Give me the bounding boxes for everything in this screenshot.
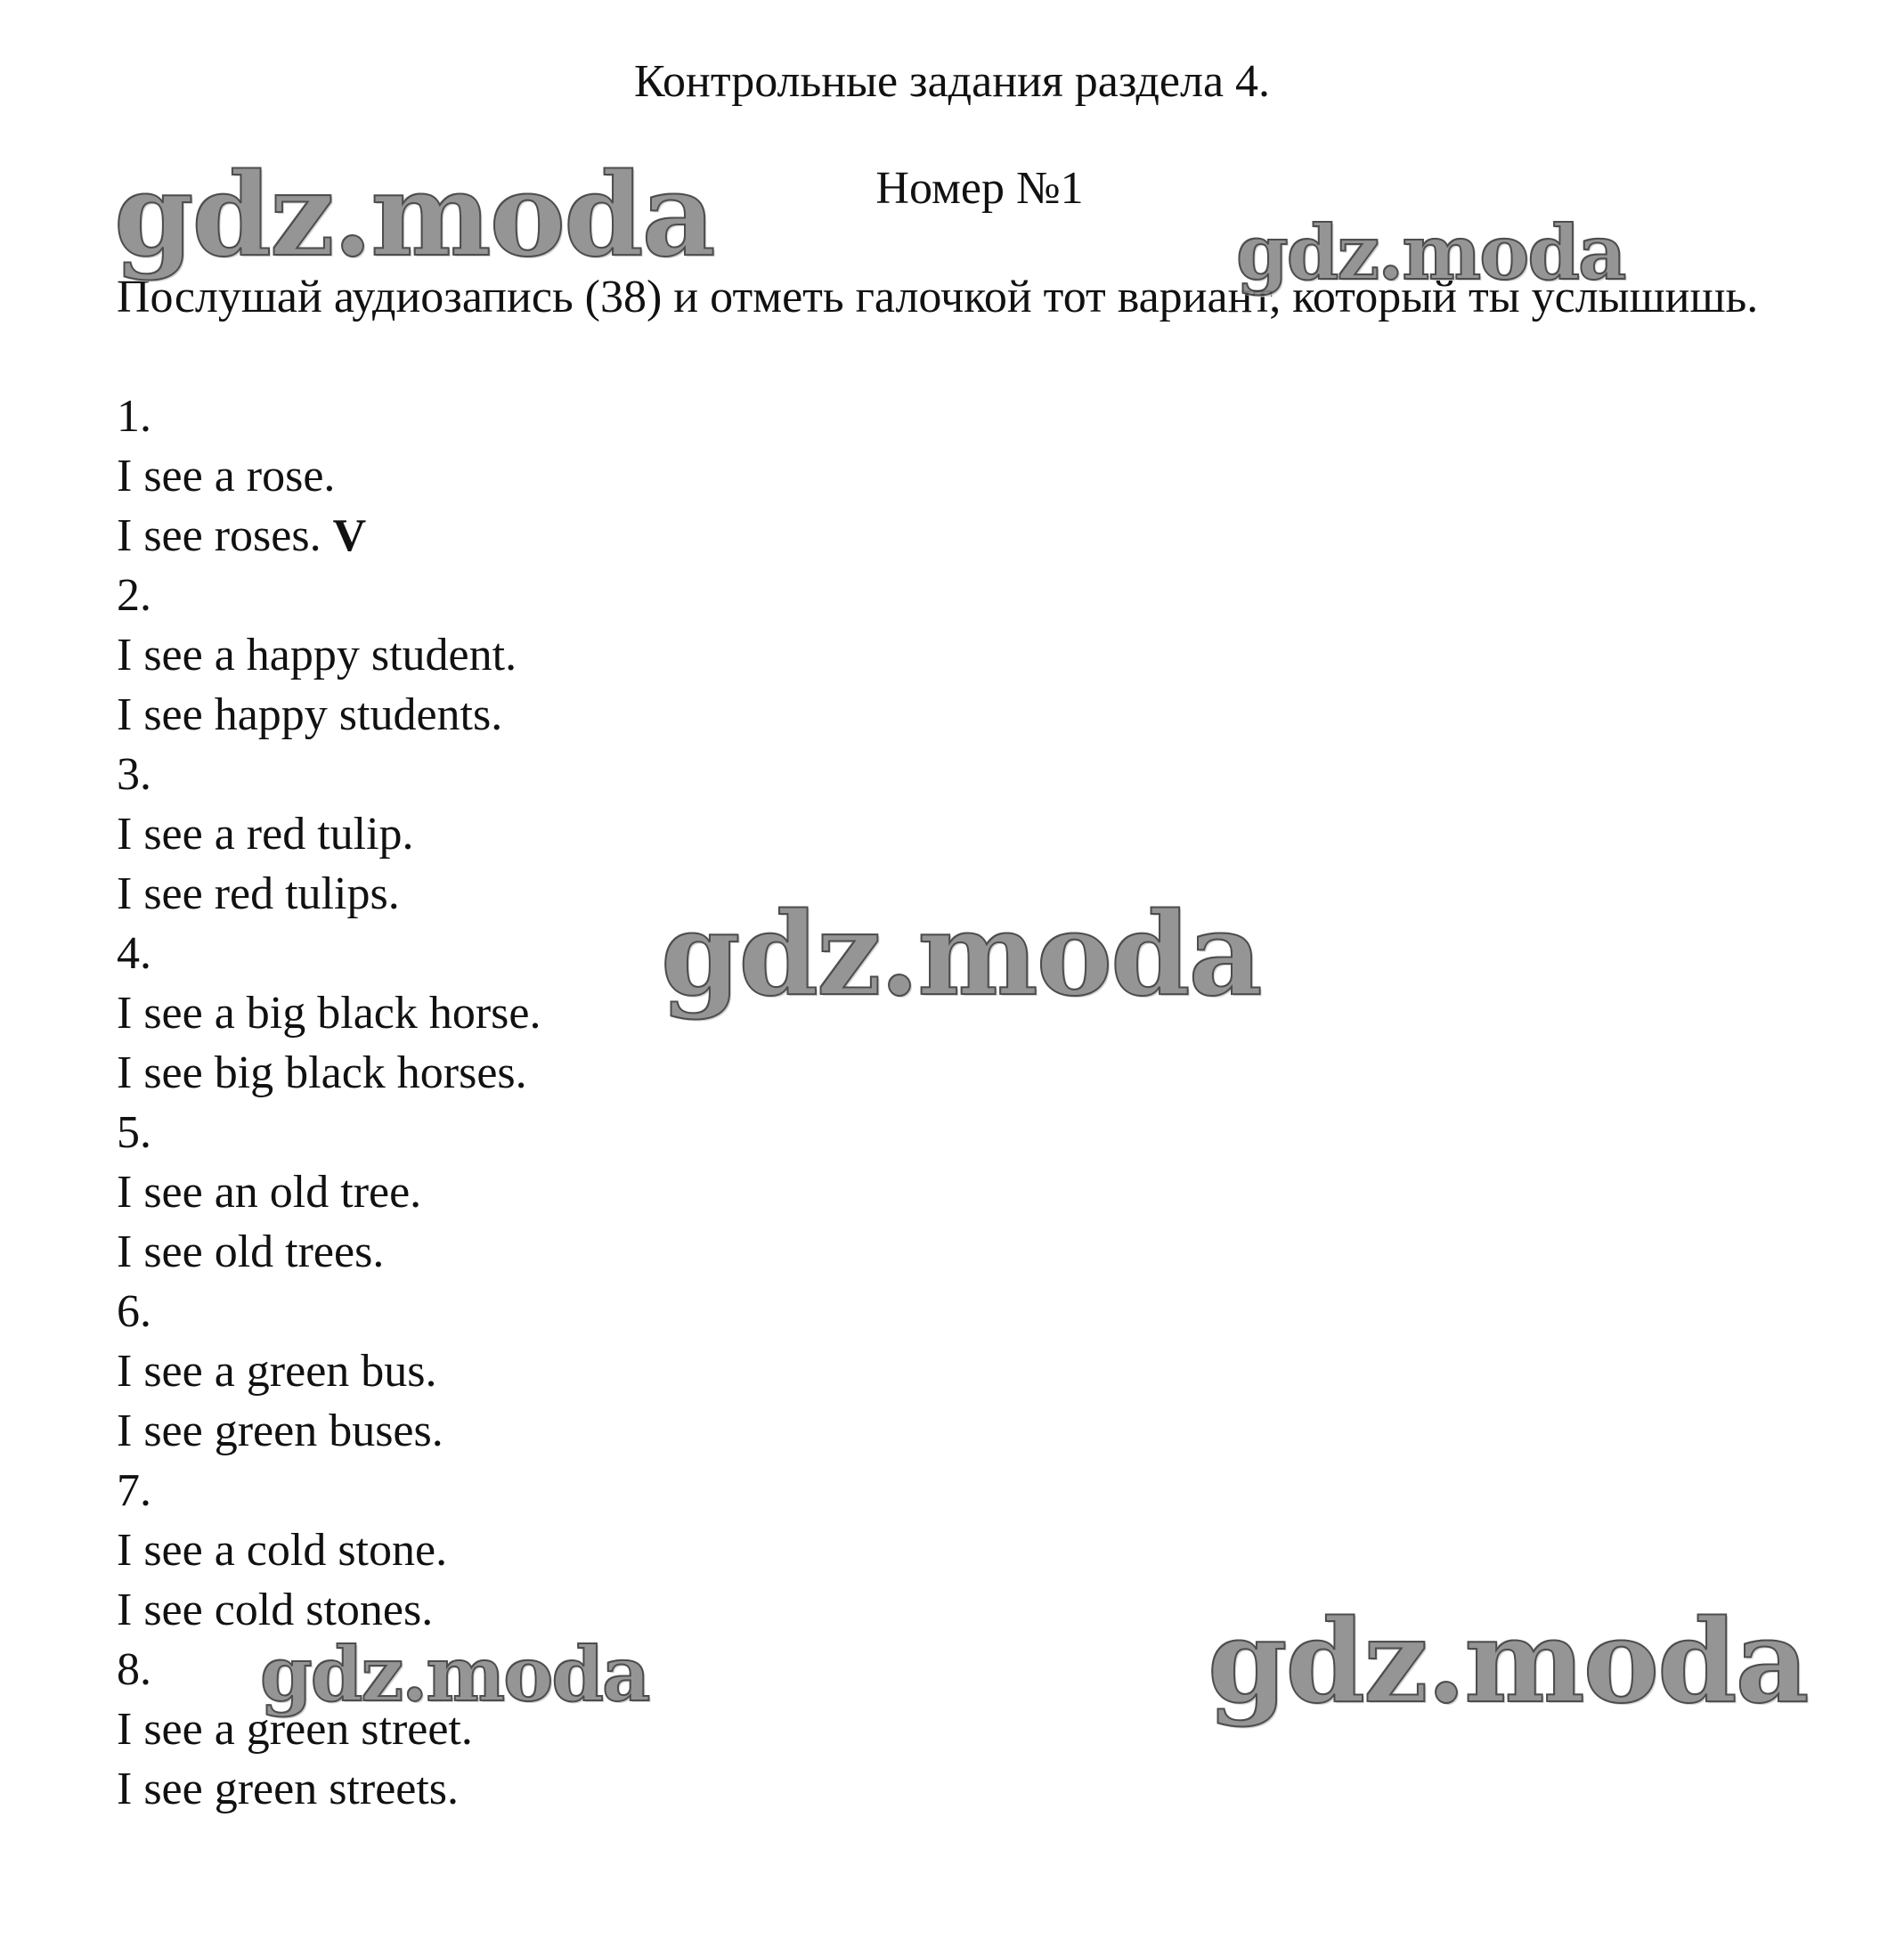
list-item (117, 566, 541, 745)
option-plural: I see red tulips. (117, 868, 400, 919)
watermark: gdz.moda (661, 888, 1261, 1022)
list-item (117, 1461, 541, 1640)
list-item (117, 745, 541, 924)
option-singular: I see a happy student. (117, 630, 517, 681)
item-number: 5. (117, 1107, 151, 1158)
item-number: 8. (117, 1644, 151, 1695)
option-singular: I see a red tulip. (117, 809, 414, 860)
check-mark: V (332, 510, 367, 561)
option-plural: I see green buses. (117, 1406, 443, 1456)
instruction-text: Послушай аудиозапись (38) и отметь галочкой тот вариант, который ты услышишь. (117, 272, 1759, 322)
option-plural (117, 506, 541, 566)
option-singular: I see a cold stone. (117, 1525, 448, 1576)
list-item (117, 1282, 541, 1461)
page-title: Контрольные задания раздела 4. (633, 56, 1271, 107)
option-singular: I see an old tree. (117, 1167, 422, 1218)
option-plural: I see old trees. (117, 1227, 385, 1277)
item-number: 6. (117, 1286, 151, 1337)
item-number: 4. (117, 928, 151, 979)
option-plural: I see big black horses. (117, 1047, 527, 1098)
option-plural: I see green streets. (117, 1764, 460, 1814)
watermark: gdz.moda (1236, 208, 1625, 297)
item-number: 7. (117, 1465, 151, 1516)
task-number: Номер №1 (875, 163, 1084, 214)
answer-list (117, 387, 541, 1819)
watermark: gdz.moda (260, 1630, 649, 1718)
option-singular: I see a green bus. (117, 1346, 437, 1397)
option-plural: I see cold stones. (117, 1585, 434, 1635)
item-number: 3. (117, 749, 151, 800)
option-singular: I see a big black horse. (117, 988, 541, 1039)
option-singular: I see a rose. (117, 451, 336, 501)
option-plural: I see happy students. (117, 689, 503, 740)
watermark: gdz.moda (114, 149, 714, 282)
list-item (117, 1103, 541, 1282)
item-number: 2. (117, 570, 151, 621)
list-item (117, 387, 541, 566)
watermark: gdz.moda (1208, 1595, 1808, 1729)
option-singular: I see a green street. (117, 1704, 473, 1755)
option-plural-text: I see roses. (117, 510, 321, 561)
list-item (117, 924, 541, 1103)
item-number: 1. (117, 391, 151, 442)
